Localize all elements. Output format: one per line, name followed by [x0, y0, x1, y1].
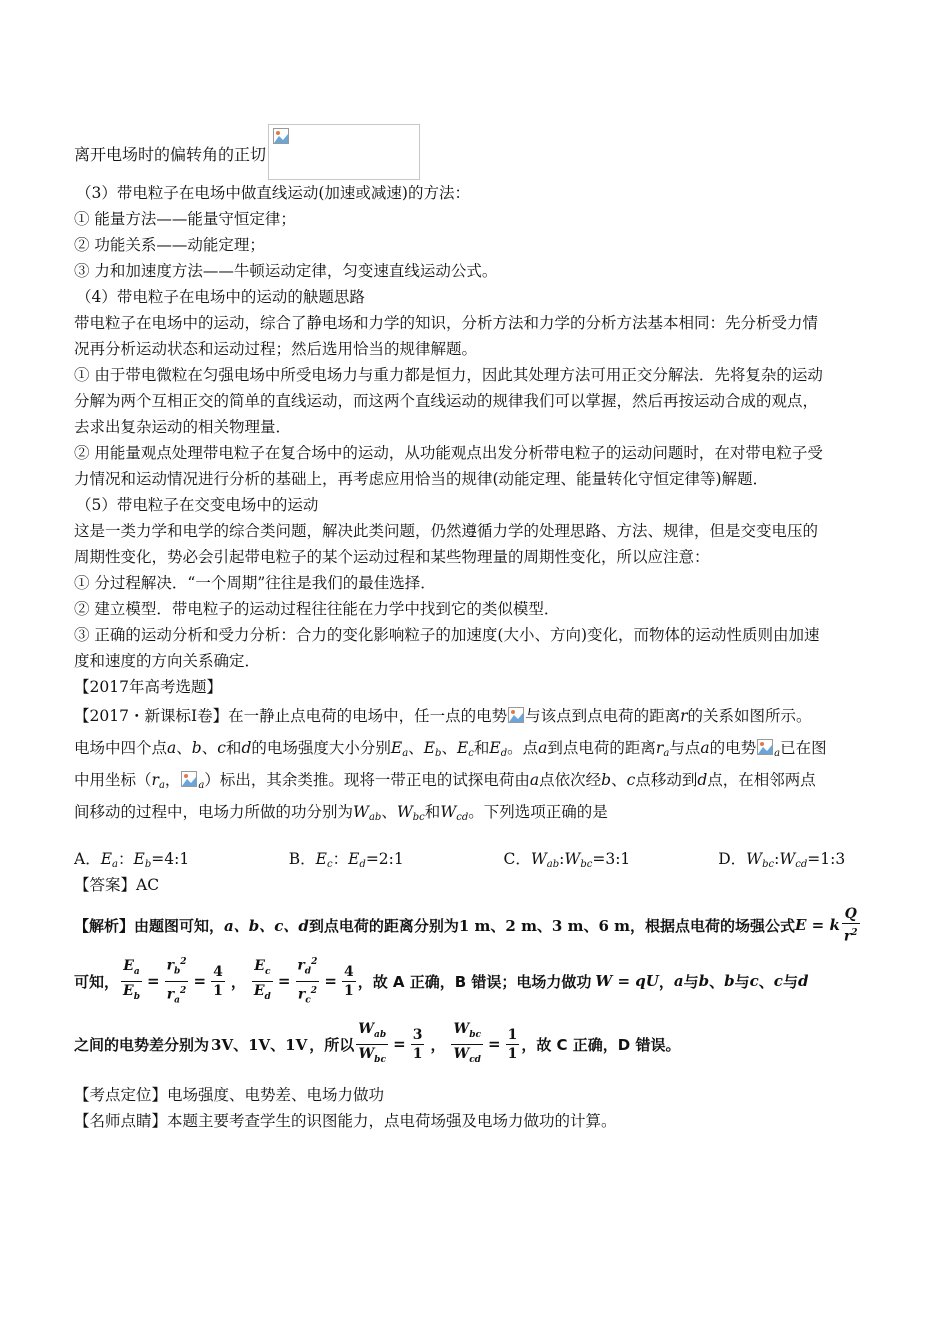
option-value: =1:3	[807, 850, 846, 868]
var-r: r	[655, 739, 664, 757]
sub-b: b	[133, 991, 140, 1002]
exponent: 2	[180, 985, 187, 996]
document-page	[74, 122, 890, 1134]
var-r: r	[166, 957, 174, 974]
broken-image-placeholder	[268, 124, 420, 180]
solution-line-3	[74, 1014, 890, 1074]
fraction-wab-wbc	[356, 1020, 388, 1069]
var-E: E	[456, 739, 469, 757]
var-c: c	[217, 739, 226, 757]
text-line: （5）带电粒子在交变电场中的运动	[76, 496, 319, 514]
sub-bc: bc	[412, 812, 425, 823]
text-line: 带电粒子在电场中的运动，综合了静电场和力学的知识，分析方法和力学的分析方法基本相同：先分析受力情	[74, 314, 819, 332]
text: 和	[473, 739, 490, 757]
math-distances: 1 m、2 m、3 m、6 m	[458, 916, 630, 935]
text: 间移动的过程中，电场力所做的功分别为	[74, 803, 354, 821]
var-a: a	[673, 972, 684, 990]
sub-b: b	[144, 859, 152, 870]
sub-a: a	[112, 859, 118, 870]
text-line: 这是一类力学和电学的综合类问题，解决此类问题，仍然遵循力学的处理思路、方法、规律，但是交变电压的	[74, 522, 819, 540]
text: 到点电荷的距离分别为	[308, 916, 459, 935]
text: 。点	[507, 739, 539, 757]
text: 、	[611, 771, 627, 789]
var-b: b	[601, 771, 612, 789]
teacher-comment-line: 【名师点睛】本题主要考查学生的识图能力，点电荷场强及电场力做功的计算。	[74, 1112, 617, 1130]
sub-ab: ab	[546, 859, 560, 870]
text: :	[559, 850, 565, 868]
var-E: E	[254, 957, 265, 974]
option-d[interactable]	[718, 846, 890, 872]
var-E: E	[489, 739, 501, 757]
key-point-line: 【考点定位】电场强度、电势差、电场力做功	[74, 1086, 385, 1104]
option-b[interactable]	[289, 846, 504, 872]
denominator	[356, 1044, 388, 1069]
var-E: E	[123, 957, 134, 974]
denominator: 1	[343, 982, 354, 999]
text: ，	[230, 972, 246, 991]
var-a: a	[700, 739, 710, 757]
text: 可知，	[74, 972, 120, 991]
solution-line-2	[74, 948, 890, 1014]
exponent: 2	[311, 957, 318, 968]
sub-ab: ab	[374, 1029, 387, 1040]
option-a[interactable]	[74, 846, 289, 872]
sub-bc: bc	[580, 859, 593, 870]
sub-c: c	[468, 748, 474, 759]
text-line: ③ 正确的运动分析和受力分析：合力的变化影响粒子的加速度(大小、方向)变化，而物体的运动性质则由加速	[74, 626, 820, 644]
text-line: 去求出复杂运动的相关物理量．	[74, 418, 292, 436]
denominator	[252, 981, 273, 1006]
potential-phi-image-icon	[757, 734, 773, 750]
exponent: 2	[310, 985, 317, 996]
question-line-1	[74, 700, 890, 732]
denominator	[165, 981, 189, 1009]
var-W: W	[453, 1020, 470, 1037]
sub-d: d	[359, 859, 366, 870]
text: ，	[430, 1035, 446, 1054]
text: :	[774, 850, 780, 868]
equals: =	[277, 972, 291, 990]
option-letter: D．	[718, 850, 747, 868]
numerator: 4	[213, 963, 223, 980]
text-line: ① 分过程解决．“一个周期”往往是我们的最佳选择．	[74, 574, 436, 592]
var-E: E	[253, 982, 265, 999]
var-r: r	[297, 986, 306, 1003]
text: ：	[332, 850, 349, 868]
fraction-1-1	[506, 1026, 520, 1063]
text: 的关系如图所示。	[687, 707, 812, 725]
sub-ab: ab	[368, 812, 382, 823]
var-E: E	[100, 850, 113, 868]
sub-cd: cd	[456, 812, 469, 823]
text: 点，在相邻两点	[707, 771, 816, 789]
sub-bc: bc	[762, 859, 775, 870]
var-E: E	[133, 850, 145, 868]
var-E: E	[423, 739, 436, 757]
var-b: b	[191, 739, 202, 757]
numerator: 4	[343, 963, 354, 980]
text-line: ② 用能量观点处理带电粒子在复合场中的运动，从功能观点出发分析带电粒子的运动问题时，在对带电粒子受	[74, 444, 823, 462]
text: 电场中四个点	[74, 739, 168, 757]
var-W: W	[358, 1045, 375, 1062]
question-line-4	[74, 796, 890, 828]
text: 、	[201, 739, 218, 757]
numerator	[121, 957, 142, 981]
var-W: W	[453, 1045, 470, 1062]
text-line: ② 建立模型．带电粒子的运动过程往往能在力学中找到它的类似模型．	[74, 600, 560, 618]
text: 的电势	[709, 739, 757, 757]
var-W: W	[440, 803, 457, 821]
text: ，	[658, 972, 674, 991]
text: ）标出，其余类推。现将一带正电的试探电荷由	[204, 771, 530, 789]
fraction-q-r2	[842, 905, 860, 946]
denominator	[121, 981, 142, 1006]
line-tangent	[74, 122, 890, 180]
fraction-wbc-wcd	[451, 1020, 483, 1069]
text: ：	[118, 850, 134, 868]
text-line: 度和速度的方向关系确定．	[74, 652, 261, 670]
numerator: 3	[412, 1026, 423, 1043]
text-line: 力情况和运动情况进行分析的基础上，再考虑应用恰当的规律(动能定理、能量转化守恒定律等)解题．	[74, 470, 769, 488]
var-d: d	[697, 771, 708, 789]
text: 与	[734, 972, 750, 991]
var-d: d	[241, 739, 252, 757]
denominator	[451, 1044, 483, 1069]
option-c[interactable]	[503, 846, 718, 872]
solution-line-1	[74, 902, 890, 948]
var-E: E	[390, 739, 403, 757]
text: 与	[683, 972, 699, 991]
potential-phi-image-icon	[508, 702, 524, 718]
var-W: W	[746, 850, 763, 868]
fraction-rb2-ra2	[165, 953, 189, 1009]
var-d: d	[797, 972, 809, 990]
sub-a: a	[133, 966, 140, 977]
text: 点移动到	[635, 771, 698, 789]
text: 与点	[669, 739, 701, 757]
text-line: （4）带电粒子在电场中的运动的觖题思路	[76, 288, 365, 306]
sub-bc: bc	[374, 1054, 386, 1065]
sub-a: a	[198, 780, 205, 791]
numerator	[165, 953, 189, 980]
answer-label: 【答案】AC	[74, 876, 160, 894]
var-c: c	[626, 771, 636, 789]
text: 与	[782, 972, 798, 991]
text: 、	[381, 803, 397, 821]
equals: =	[487, 1035, 501, 1053]
option-value: =3:1	[592, 850, 631, 868]
equals: =	[146, 972, 160, 990]
equals: =	[393, 1035, 406, 1053]
section-heading: 【2017年高考选题】	[74, 678, 222, 696]
var-a: a	[538, 739, 548, 757]
sub-c: c	[326, 859, 333, 870]
sub-d: d	[264, 991, 271, 1002]
sub-d: d	[304, 966, 312, 977]
var-W: W	[564, 850, 581, 868]
var-W: W	[358, 1020, 374, 1037]
sub-c: c	[305, 994, 311, 1005]
text: 和	[424, 803, 441, 821]
option-letter: C．	[503, 850, 531, 868]
numerator	[252, 957, 272, 981]
sub-a: a	[663, 748, 670, 759]
option-value: =4:1	[151, 850, 190, 868]
sub-bc: bc	[469, 1029, 481, 1040]
text: ，根据点电荷的场强公式	[630, 916, 796, 935]
var-a: a	[167, 739, 177, 757]
option-value: =2:1	[365, 850, 404, 868]
var-a: a	[529, 771, 540, 789]
text-line: ② 功能关系——动能定理；	[74, 236, 265, 254]
text: ，	[164, 771, 181, 789]
fraction-4-1	[211, 963, 225, 1000]
text: 、	[441, 739, 457, 757]
var-E: E	[348, 850, 360, 868]
text: 与该点到点电荷的距离	[525, 707, 681, 725]
text: 。下列选项正确的是	[468, 803, 608, 821]
fraction-ec-ed	[252, 957, 273, 1006]
fraction-3-1	[411, 1026, 425, 1063]
denominator: 1	[412, 1045, 423, 1062]
text: 的电场强度大小分别	[251, 739, 391, 757]
sub-b: b	[435, 748, 442, 759]
fraction-4-1	[342, 963, 356, 1000]
text: 、	[758, 972, 774, 991]
denominator	[842, 923, 860, 946]
sub-c: c	[264, 966, 271, 977]
numerator	[356, 1020, 388, 1044]
text-line: ① 能量方法——能量守恒定律；	[74, 210, 296, 228]
text-line: 周期性变化，势必会引起带电粒子的某个运动过程和某些物理量的周期性变化，所以应注意：	[74, 548, 710, 566]
text-line: 分解为两个互相正交的简单的直线运动，而这两个直线运动的规律我们可以掌握，然后再按运动合成的观点，	[74, 392, 819, 410]
question-line-2	[74, 732, 890, 764]
var-W: W	[779, 850, 796, 868]
numerator: 1	[507, 1026, 518, 1043]
var-W: W	[353, 803, 369, 821]
var-r: r	[843, 928, 852, 945]
text: 和	[225, 739, 242, 757]
var-W: W	[530, 850, 547, 868]
text: ，故 C 正确，D 错误。	[521, 1035, 681, 1054]
sub-a: a	[158, 780, 165, 791]
denominator: 1	[507, 1045, 518, 1062]
denominator: 1	[213, 982, 223, 999]
text-line: （3）带电粒子在电场中做直线运动(加速或减速)的方法：	[76, 184, 470, 202]
math-formula: E = k	[795, 916, 840, 934]
text: 之间的电势差分别为	[74, 1035, 210, 1054]
equals: =	[324, 972, 337, 990]
sub-a: a	[402, 748, 409, 759]
equals: =	[193, 972, 207, 990]
sub-d: d	[500, 748, 508, 759]
var-c: c	[749, 972, 759, 990]
sub-a: a	[774, 748, 781, 759]
var-b: b	[724, 972, 735, 990]
var-r: r	[297, 957, 305, 974]
numerator	[295, 953, 319, 980]
text-line: 况再分析运动状态和运动过程；然后选用恰当的规律解题。	[74, 340, 478, 358]
answer-options	[74, 846, 890, 872]
text: 到点电荷的距离	[547, 739, 656, 757]
sub-cd: cd	[469, 1054, 481, 1065]
text: ，所以	[309, 1035, 355, 1054]
fraction-rd2-rc2	[295, 953, 319, 1009]
broken-image-icon	[273, 128, 289, 144]
text: 【解析】由题图可知，	[74, 916, 225, 935]
math-voltages: 3V、1V、1V	[211, 1035, 308, 1054]
numerator: Q	[844, 905, 857, 922]
text: 、	[408, 739, 424, 757]
text: ，故 A 正确，B 错误；电场力做功	[357, 972, 592, 991]
potential-phi-image-icon	[181, 766, 197, 782]
exponent: 2	[851, 927, 858, 938]
text: 中用坐标（	[74, 771, 152, 789]
var-W: W	[396, 803, 413, 821]
text: 点依次经	[539, 771, 602, 789]
numerator	[451, 1020, 483, 1044]
var-r: r	[151, 771, 159, 789]
sub-b: b	[173, 966, 181, 977]
option-letter: B．	[288, 850, 316, 868]
text-line: ① 由于带电微粒在匀强电场中所受电场力与重力都是恒力，因此其处理方法可用正交分解法．先将复杂的运动	[74, 366, 823, 384]
var-E: E	[315, 850, 327, 868]
option-letter: A．	[74, 850, 101, 868]
var-r: r	[680, 707, 688, 725]
exponent: 2	[180, 957, 187, 968]
sub-a: a	[174, 994, 181, 1005]
sub-cd: cd	[795, 859, 808, 870]
math-work-formula: W = qU	[595, 972, 659, 990]
var-E: E	[123, 982, 134, 999]
var-b: b	[698, 972, 710, 990]
text-line: 离开电场时的偏转角的正切	[74, 145, 267, 164]
fraction-ea-eb	[121, 957, 142, 1006]
text: 、	[709, 972, 725, 991]
question-line-3	[74, 764, 890, 796]
var-r: r	[166, 986, 175, 1003]
math-points: a、b、c、d	[224, 916, 309, 935]
text: 【2017・新课标Ⅰ卷】在一静止点电荷的电场中，任一点的电势	[74, 707, 508, 725]
text-line: ③ 力和加速度方法——牛顿运动定律，匀变速直线运动公式。	[74, 262, 498, 280]
denominator	[296, 981, 319, 1009]
var-c: c	[773, 972, 783, 990]
text: 已在图	[780, 739, 827, 757]
text: 、	[176, 739, 192, 757]
